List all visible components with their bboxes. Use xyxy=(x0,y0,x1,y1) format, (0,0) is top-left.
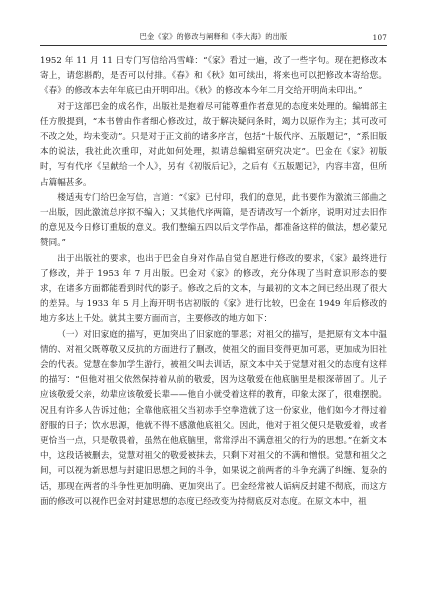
running-title: 巴金《家》的修改与阐释和《李大海》的出版 xyxy=(139,32,288,41)
body-text xyxy=(40,54,387,510)
running-header xyxy=(40,30,387,42)
page-number: 107 xyxy=(372,33,387,42)
paragraph-1: 1952 年 11 月 11 日专门写信给冯雪峰：“《家》看过一遍，改了一些字句。现在把修改本寄上，请您斟酌，是否可以付排。《春》和《秋》如可续出，将来也可以把修改本寄给您。《春》的修改本去年年底已由开明印出。《秋》的修改本今年二月交给开明尚未印出。” xyxy=(40,56,387,97)
paragraph-3: 楼适夷专门给巴金写信，言道：“《家》已付印，我们的意见，此书要作为激流三部曲之一出版，因此激流总序拟不编入；又其他代序两篇，是否请改写一个新序，说明对过去旧作的意见及今日修订重版的意义。我们整编五四以后文学作品，都准备这样的做法，想必蒙兄赞同。” xyxy=(40,192,387,249)
paragraph-2: 对于这部巴金的成名作，出版社是抱着尽可能尊重作者意见的态度来处理的。编辑部主任方殷提到，“本书曾由作者细心修改过，故于解决疑问条时，竭力以原作为主；其可改可不改之处，均未变动”。只是对于正文前的诸多序言，包括“十版代序、五版题记”，“系旧版本的说法，我社此次重印，对此如何处理，拟请总编辑室研究决定”。巴金在《家》初版时，写有代序《呈献给一个人》，另有《初版后记》，之后有《五版题记》，内容丰富，但所占篇幅甚多。 xyxy=(40,101,387,188)
header-rule xyxy=(40,45,387,46)
paragraph-5: （一）对旧家庭的描写，更加突出了旧家庭的罪恶；对祖父的描写，是把原有文本中温情的、对祖父既尊敬又反抗的方面进行了删改，使祖父的面目变得更加可恶，更加成为旧社会的代表。觉慧在参加学生游行，被祖父叫去训话，原文本中关于觉慧对祖父的态度有这样的描写：“但他对祖父依然保持着从前的敬爱，因为这敬爱在他底脑里是根深蒂固了。儿子应该敬爱父亲，幼辈应该敬爱长辈——他自小就受着这样的教育，印象太深了，很难摆脱。况且有许多人告诉过他；全靠他底祖父当初赤手空拳造就了这一份家业，他们如今才得过着舒服的日子；饮水思源，他就不得不感激他底祖父。因此，他对于祖父便只是敬爱着，或者更恰当一点，只是敬畏着，虽然在他底脑里，常常浮出不满意祖父的行为的思想。”在新文本中，这段话被删去，觉慧对祖父的敬爱被抹去，只剩下对祖父的不满和憎恨。觉慧和祖父之间，可以视为新思想与封建旧思想之间的斗争，如果说之前两者的斗争充满了纠缠、复杂的话，那现在两者的斗争性更加明确、更加突出了。巴金经常被人诟病反封建不彻底，而这方面的修改可以视作巴金对封建思想的态度已经改变为持彻底反对态度。在原文本中，祖 xyxy=(40,329,387,507)
paragraph-4: 出于出版社的要求，也出于巴金自身对作品自觉自愿进行修改的要求，《家》最终进行了修改，并于 1953 年 7 月出版。巴金对《家》的修改，充分体现了当时意识形态的要求，在诸多方面都能看到时代的影子。修改之后的文本，与最初的文本之间已经出现了很大的差异。与 1933 年 5 月上海开明书店初版的《家》进行比较，巴金在 1949 年后修改的地方多达上千处。就其主要方面而言，主要修改的地方如下： xyxy=(40,253,387,325)
